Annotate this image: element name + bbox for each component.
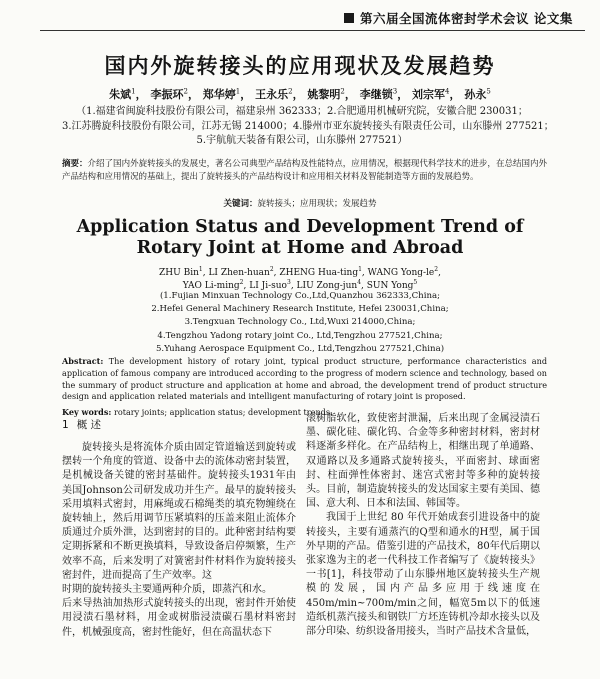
- cn-author-list: 朱斌$^1$， 李振环$^2$， 郑华婷$^1$， 王永乐$^2$， 姚黎明$^2$， 李继锁$^3$， 刘宗军$^4$， 孙永$^5$: [109, 87, 491, 101]
- cn-author: 孙永$^5$: [464, 87, 491, 101]
- en-abstract: [62, 356, 547, 403]
- en-author-list: YAO Li-ming$^2$, LI Ji-suo$^3$, LIU Zong-jun$^4$, SUN Yong$^5$: [182, 279, 418, 291]
- cn-title: 国内外旋转接头的应用现状及发展趋势: [104, 54, 496, 78]
- cn-author: 郑华婷$^1$: [202, 87, 241, 101]
- en-author: WANG Yong-$le^2$: [367, 266, 439, 278]
- body-column-right: [306, 412, 540, 639]
- en-affiliation-line: 3.Tengxuan Technology Co., Ltd,Wuxi 214000,China;: [184, 317, 416, 328]
- en-affiliation-line: (1.Fujian Minxuan Technology Co.,Ltd,Quanzhou 362333,China;: [159, 291, 441, 301]
- en-affiliations: [0, 290, 600, 356]
- en-author: ZHU Bin$^1$: [159, 266, 203, 278]
- cn-keywords-label: 关键词：: [223, 199, 258, 209]
- en-author-list: ZHU Bin$^1$, LI Zhen-huan$^2$, ZHENG Hua-ting$^1$, WANG Yong-$le^2$,: [159, 266, 441, 278]
- running-head-square-icon: [344, 13, 354, 23]
- cn-abstract-text: 介绍了国内外旋转接头的发展史，著名公司典型产品结构及性能特点，应用情况，根据现代科学技术的进步，在总结国内外产品结构和应用情况的基础上，提出了旋转接头的产品结构设计和应用相关材料及智能制造等方面的发展趋势。: [62, 159, 547, 182]
- body-paragraph: 我国于上世纪 80 年代开始成套引进设备中的旋转接头，主要有通蒸汽的Q型和通水的H型，属于国外早期的产品。借鉴引进的产品技术，80年代后期以张家逸为主的老一代科技工作者编写了《旋转接头》一书[1]，科技带动了山东滕州地区旋转接头生产规模的发展，国内产品多应用于线速度在450m/min~700m/min之间，幅宽5m以下的低速造纸机蒸汽接头和钢铁厂方坯连铸机冷却水接头以及部分印染、纺织设备用接头，当时产品技术含量低，: [306, 512, 540, 638]
- en-title-line: Rotary Joint at Home and Abroad: [136, 238, 464, 258]
- cn-affiliation-line: 5.宇航航天装备有限公司，山东滕州 277521）: [196, 135, 408, 146]
- en-author: YAO Li-ming$^2$: [182, 279, 244, 291]
- cn-keywords: [0, 197, 600, 209]
- header-rule: [40, 30, 585, 31]
- cn-author: 刘宗军$^4$: [412, 87, 450, 101]
- body-paragraph: 后来导热油加热形式旋转接头的出现，密封件开始使用浸渍石墨材料，用金或树脂浸渍碳石墨材料密封件，机械强度高，密封性能好，但在高温状态下: [62, 598, 296, 638]
- cn-author: 姚黎明$^2$: [307, 87, 345, 101]
- body-paragraph: 滚树脂软化，致使密封泄漏，后来出现了金属浸渍石墨、碳化硅、碳化钨、合金等多种密封材料，密封材料逐渐多样化。在产品结构上，相继出现了单通路、双通路以及多通路式旋转接头，平面密封、球面密封、柱面弹性体密封、迷宫式密封等多种的旋转接头。目前，制造旋转接头的发达国家主要有美国、德国、意大利、日本和法国、韩国等。: [306, 413, 540, 510]
- cn-abstract: [62, 158, 547, 183]
- en-author: LI Zhen-huan$^2$: [208, 266, 274, 278]
- en-author: ZHENG Hua-ting$^1$: [279, 266, 362, 278]
- en-affiliation-line: 2.Hefei General Machinery Research Institute, Hefei 230031,China;: [151, 304, 449, 315]
- section-title: 概 述: [76, 419, 102, 431]
- cn-author: 李继锁$^3$: [359, 87, 398, 101]
- section-number: 1: [62, 419, 69, 431]
- running-head: [344, 8, 584, 30]
- en-abstract-label: Abstract:: [62, 356, 104, 366]
- en-abstract-text: The development history of rotary joint, typical product structure, performance characteristics and application of famous company are introduced according to the progress of modern science and technology, based on the summary of product structure and application at home and abroad, the development trend of product structure design and application related materials and intelligent manufacturing of rotary joint is proposed.: [62, 356, 547, 402]
- en-author: LIU Zong-jun$^4$: [296, 279, 362, 291]
- en-affiliation-line: 4.Tengzhou Yadong rotary joint Co., Ltd,Tengzhou 277521,China;: [157, 330, 443, 341]
- en-affiliation-line: 5.Yuhang Aerospace Equipment Co., Ltd,Tengzhou 277521,China): [155, 343, 445, 354]
- cn-affiliation-line: （1.福建省闽旋科技股份有限公司，福建泉州 362333；2.合肥通用机械研究院，安徽合肥 230031；: [76, 106, 528, 117]
- cn-abstract-label: 摘要：: [62, 159, 88, 169]
- body-column-left: [62, 418, 296, 640]
- en-title: [0, 217, 600, 259]
- cn-affiliation-line: 3.江苏腾旋科技股份有限公司，江苏无锡 214000；4.滕州市亚东旋转接头有限责任公司，山东滕州 277521；: [62, 120, 554, 132]
- running-head-text: 第六届全国流体密封学术会议 论文集: [360, 11, 573, 26]
- body-paragraph: 旋转接头是将流体介质由固定管道输送到旋转或摆转一个角度的管道、设备中去的流体动密封装置，是机械设备关键的密封基础件。旋转接头1931年由美国Johnson公司研发成功并生产。最早的旋转接头采用填料式密封，用麻绳或石棉绳类的填充物缠绕在旋转轴上，然后用调节压紧填料的压盖来阻止流体介质通过介质外泄，达到密封的目的。此种密封结构要定期拆紧和不断更换填料，导致设备启停频繁，生产效率不高，后来发明了对簧密封件材料作为旋转接头密封件，进而提高了生产效率。这: [62, 442, 296, 581]
- en-keywords-label: Key words:: [62, 407, 112, 417]
- cn-author: 王永乐$^2$: [255, 87, 293, 101]
- en-keywords-text: rotary joints; application status; development trends.: [113, 407, 333, 417]
- en-author: LI Ji-suo$^3$: [249, 279, 291, 291]
- cn-author: 李振环$^2$: [150, 87, 188, 101]
- section-heading: [62, 418, 296, 432]
- en-author: SUN Yong$^5$: [366, 279, 418, 291]
- en-title-line: Application Status and Development Trend of: [76, 217, 524, 237]
- cn-affiliations: [62, 105, 554, 149]
- cn-keywords-text: 旋转接头；应用现状；发展趋势: [257, 199, 377, 209]
- body-paragraph: 时期的旋转接头主要通两种介质，即蒸汽和水。: [62, 584, 272, 596]
- cn-author: 朱斌$^1$: [109, 87, 136, 101]
